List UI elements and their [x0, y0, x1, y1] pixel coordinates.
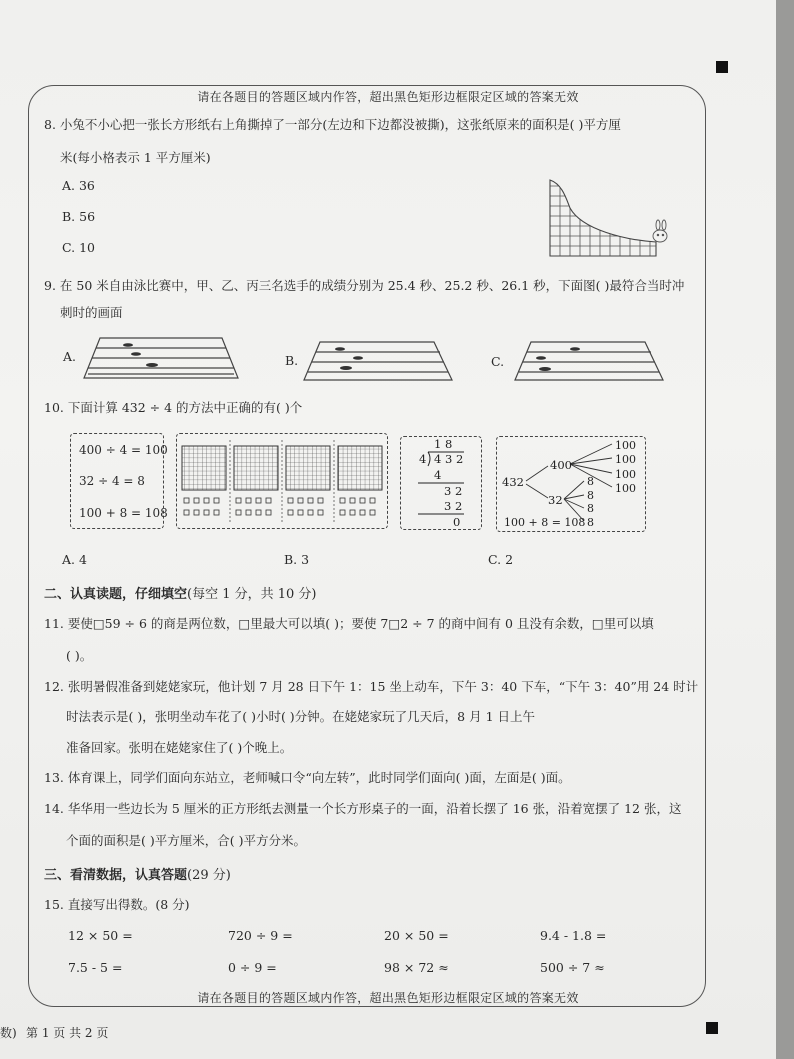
- q15-title: 15. 直接写出得数。(8 分): [44, 897, 190, 912]
- hundred-grids-figure: [180, 440, 384, 522]
- tree-leaf-b3: 8: [587, 502, 594, 515]
- q10-option-b: B. 3: [284, 552, 310, 567]
- q11-line2: ( )。: [66, 648, 93, 663]
- q10-option-c: C. 2: [488, 552, 514, 567]
- alignment-mark-top-right: [716, 61, 728, 73]
- section2-title: 二、认真读题，仔细填空: [44, 587, 188, 602]
- footer-left-fragment: 数): [0, 1026, 17, 1040]
- page-number: 第 1 页 共 2 页: [26, 1026, 109, 1040]
- section3-note: (29 分): [187, 868, 231, 883]
- tree-leaf-a4: 100: [615, 482, 636, 495]
- q8-line2: 米(每小格表示 1 平方厘米): [60, 150, 211, 165]
- q9-label-a: A.: [63, 349, 77, 364]
- division-row1: 4: [434, 468, 442, 482]
- tree-sum: 100 + 8 = 108: [504, 516, 586, 529]
- method1-step3: 100 + 8 = 108: [79, 506, 168, 520]
- division-row3: 3 2: [444, 499, 463, 513]
- q9-line1: 9. 在 50 米自由泳比赛中，甲、乙、丙三名选手的成绩分别为 25.4 秒、25.2 秒、26.1 秒，下面图( )最符合当时冲: [44, 278, 685, 293]
- q15-r2c1: 7.5 - 5 =: [68, 960, 123, 975]
- tree-root: 432: [502, 475, 524, 489]
- q14-line2: 个面的面积是( )平方厘米，合( )平方分米。: [66, 833, 306, 848]
- long-division-figure: [404, 436, 478, 528]
- division-dividend: 4 3 2: [434, 452, 464, 466]
- q12-line3: 准备回家。张明在姥姥家住了( )个晚上。: [66, 740, 293, 755]
- q15-r1c1: 12 × 50 =: [68, 928, 133, 943]
- method1-step1: 400 ÷ 4 = 100: [79, 443, 168, 457]
- notice-bottom: 请在各题目的答题区域内作答，超出黑色矩形边框限定区域的答案无效: [197, 991, 579, 1005]
- q12-line1: 12. 张明暑假准备到姥姥家玩，他计划 7 月 28 日下午 1：15 坐上动车，下午 3：40 下车，“下午 3：40”用 24 时计: [44, 679, 699, 694]
- q8-line1: 8. 小兔不小心把一张长方形纸右上角撕掉了一部分(左边和下边都没被撕)，这张纸原来的面积是( )平方厘: [44, 117, 621, 132]
- division-remainder: 0: [453, 515, 461, 528]
- division-divisor: 4: [419, 452, 427, 466]
- q9-label-c: C.: [491, 354, 505, 369]
- swim-lanes-figure-c: [511, 338, 667, 384]
- swim-lanes-figure-a: [80, 334, 242, 382]
- section3-heading: [44, 864, 231, 883]
- tree-leaf-a1: 100: [615, 439, 636, 452]
- q14-line1: 14. 华华用一些边长为 5 厘米的正方形纸去测量一个长方形桌子的一面，沿着长摆了 16 张，沿着宽摆了 12 张，这: [44, 801, 682, 816]
- q15-r2c4: 500 ÷ 7 ≈: [540, 960, 605, 975]
- torn-paper-grid-figure: [546, 178, 678, 260]
- q13-line: 13. 体育课上，同学们面向东站立，老师喊口令“向左转”，此时同学们面向( )面，左面是( )面。: [44, 770, 571, 785]
- section2-heading: [44, 583, 317, 602]
- division-quotient: 1 8: [434, 437, 453, 451]
- q9-label-b: B.: [285, 353, 299, 368]
- q8-option-c: C. 10: [62, 240, 95, 255]
- decomposition-tree-figure: [498, 436, 644, 530]
- tree-leaf-a2: 100: [615, 453, 636, 466]
- section3-title: 三、看清数据，认真答题: [44, 868, 188, 883]
- tree-leaf-b4: 8: [587, 516, 594, 529]
- q9-line2: 刺时的画面: [60, 305, 123, 320]
- swim-lanes-figure-b: [300, 338, 456, 384]
- tree-leaf-a3: 100: [615, 468, 636, 481]
- q15-r1c2: 720 ÷ 9 =: [228, 928, 293, 943]
- method1-step2: 32 ÷ 4 = 8: [79, 474, 145, 488]
- rabbit-icon: [653, 220, 667, 242]
- q15-r2c2: 0 ÷ 9 =: [228, 960, 277, 975]
- q12-line2: 时法表示是( )，张明坐动车花了( )小时( )分钟。在姥姥家玩了几天后，8 月 1 日上午: [66, 709, 536, 724]
- tree-leaf-b1: 8: [587, 475, 594, 488]
- q10-option-a: A. 4: [62, 552, 87, 567]
- q15-r2c3: 98 × 72 ≈: [384, 960, 449, 975]
- notice-top: 请在各题目的答题区域内作答，超出黑色矩形边框限定区域的答案无效: [197, 90, 579, 104]
- tree-node-400: 400: [550, 458, 572, 472]
- q10-line1: 10. 下面计算 432 ÷ 4 的方法中正确的有( )个: [44, 400, 303, 415]
- q15-r1c3: 20 × 50 =: [384, 928, 449, 943]
- q8-option-a: A. 36: [62, 178, 95, 193]
- division-row2: 3 2: [444, 484, 463, 498]
- q15-r1c4: 9.4 - 1.8 =: [540, 928, 607, 943]
- background-edge: [776, 0, 794, 1059]
- tree-node-32: 32: [548, 493, 563, 507]
- q8-option-b: B. 56: [62, 209, 96, 224]
- q11-line1: 11. 要使□59 ÷ 6 的商是两位数，□里最大可以填( )；要使 7□2 ÷ 7 的商中间有 0 且没有余数，□里可以填: [44, 616, 654, 631]
- tree-leaf-b2: 8: [587, 489, 594, 502]
- section2-note: (每空 1 分，共 10 分): [187, 587, 317, 602]
- alignment-mark-bottom-right: [706, 1022, 718, 1034]
